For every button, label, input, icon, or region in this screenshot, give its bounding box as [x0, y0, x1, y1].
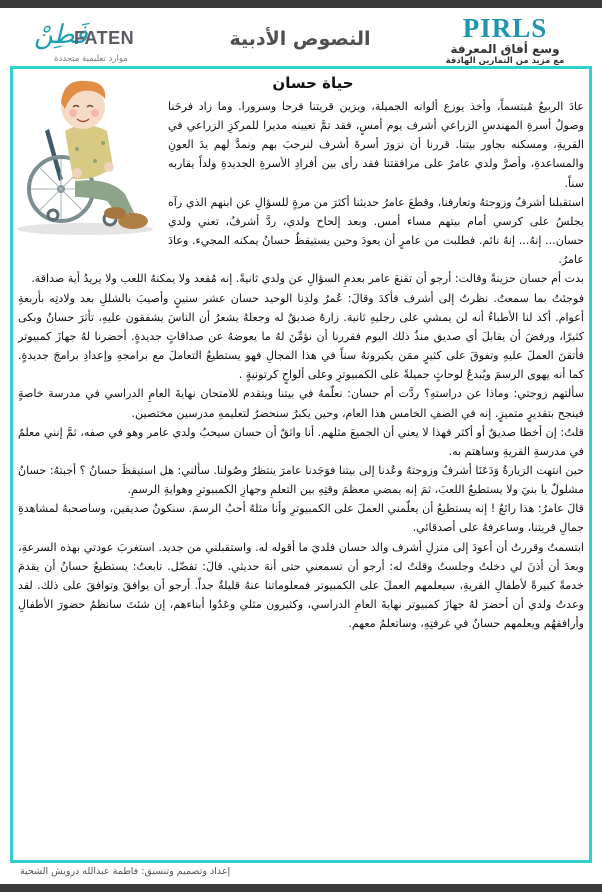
story-paragraph: قلتُ: إن أخطا صديقٌ أو أكثر فهذا لا يعني أن الجميعَ مثلهم. أنا واثقٌ أن حسان سيحبُ ولدي عامر وهو في صفه، ثمَّ إنني معلمٌ في مدرسةِ القريةِ وساهتم به.: [18, 425, 584, 458]
faten-arabic-logo-text: فَطِنْ: [34, 20, 88, 50]
story-paragraph: استقبلنا أشرفُ وزوجتهُ وتعارفنا، وقطعَ عامرُ حديثنا أكثرَ من مرةٍ للسؤالِ عن ابنهم الذي رآه يجلسُ على كرسي أمام بيتهم مساء أمس. وبعد إلحاح ولدي، ردَّ أشرفُ، تعني ولدي حسان... إنهُ... إنهُ نائم. فطلبت من عامرٍ أن يعودَ وحين يستيقظُ حسانُ يمكنه المجيء. وعادَ عامرُ.: [168, 195, 584, 267]
faten-logo: [30, 16, 160, 64]
story-paragraph: ابتسمتُ وقررتُ أن أعودَ إلى منزلِ أشرف والد حسان فلديَ ما أقوله له. واستقبلني من جديد. استغربَ عودتي بهذه السرعةِ، وبعدَ أن أذنَ لي دخلتُ وجلستُ وقلتُ له: أرجو أن تسمعني حتى أنهَ حديثي. قالَ: تفضّل. تابعتُ: يستطيعُ حسانُ أن يقدمَ خدمةً كبيرةً لأطفالِ القريةِ، سيعلمهم العملَ على الكمبيوتر فمعلوماتنا عنهُ قليلةٌ جداً. أرجو أن يوافقَ وتوافقَ على ذلك. لقد وعدتُ ولدي أن أحضرَ لهُ جهازَ كمبيوتر نهايةَ العامِ الدراسي، وكثيرون مثلي وعَدُوا أبناءهم، إن شئتَ سانظمُ حضورَ الأطفالِ وأرافقهُم ويعلمهم حسانُ في غرفتِهِ، وساتعلمُ معهم.: [18, 540, 584, 631]
page-title: النصوص الأدبية: [229, 28, 371, 50]
faten-english-logo-text: FATEN: [74, 28, 135, 48]
pirls-logo-text: PIRLS: [462, 13, 548, 43]
story-paragraph: بدت أم حسان حزينةً وقالت: أرجو أن تقنعَ عامر بعدمِ السؤالِ عن ولدي ثانيةً. إنه مُقعد ولا يمكنهُ اللعب ولا يريدُ أية صداقة.: [31, 272, 584, 286]
pirls-slogan: وسع أفاق المعرفة: [450, 42, 560, 56]
story-title: حياة حسان: [272, 74, 354, 92]
story-body: [13, 97, 589, 633]
pirls-subslogan: مع مزيد من التمارين الهادفة: [445, 56, 565, 66]
pirls-logo: [430, 14, 580, 67]
top-dark-bar: [0, 0, 602, 8]
footer-credit: إعداد وتصميم وتنسيق: فاطمة عبدالله درويش الشحية: [20, 866, 231, 877]
illustration-spacer: [18, 97, 168, 233]
story-paragraph: قالَ عامرُ: هذا رائعٌ ! إنه يستطيعُ أن يعلّمني العملَ على الكمبيوترِ وأنا مثلهُ أحبُ الرسمَ. سنكونُ صديقين، وساصحبهُ لمشاهدةِ جمالِ قريتنا، وساعرفهُ على أصدقائي.: [17, 502, 584, 535]
story-paragraph: عادَ الربيعُ مُبتسماً، وأخذ يوزع ألوانه الجميلة، ويزين قريتنا فرحا وسرورا. وما زاد فرحَنا وصولُ أسرةِ المهندسِ الزراعي أشرف يوم أمسٍ، فقد تمَّ تعيينه مديرا للمركزِ الزراعي في القريةِ، ومسكنه بجاور بيتنا. قررنا أن نزورَ أسرةَ أشرف لنرحبَ بهم ونمدَّ لهم يدَ العونِ والمساعدةِ، وأصرَّ ولدي عامرُ على مرافقتنا فقد رأى بين أفرادِ الأسرةِ الجديدةِ ولداً يقاربه سناً.: [168, 100, 584, 190]
faten-tagline: موارد تعليمية متجددة: [54, 54, 128, 64]
story-paragraph: حين انتهت الزيارةُ وَدَعَنَا أشرفُ وزوجتهُ وعُدنا إلى بيتنا فوَجَدنا عامرَ ينتظرُ وصُولنا. سألني: هل استيقظَ حسانُ ؟ أجبتهُ: حسانُ مشلولٌ يا بنيَ ولا يستطيعُ اللعبَ، ثمَ إنه يمضي معظمَ وقتِهِ بين التعلمِ وجهازِ الكمبيوترِ وهوايةِ الرسمِ.: [18, 463, 584, 497]
story-frame: [10, 66, 592, 863]
story-paragraph: فوجئتُ بما سمعتُ. نظرتُ إلى أشرف فأكدَ وقالَ: عُمرُ ولدِنا الوحيد حسان عشر سنينٍ وأصيبَ بالشللِ بعد ولادتِه بأربعةِ أعوام. أكد لنا الأطباءُ أنه لن يمشي على رجليهِ ثانية. زارهُ صديقٌ له وجعلهُ يشعرُ أن الناسَ يشفقون عليهِ، تأثرَ حسانُ وبكى كثيرًا، ورفضَ أن يقابلَ أي صديق منذُ ذلك اليوم فقررنا أن نؤمِّنَ لهُ ما يعوضهُ عن صداقاتٍ جديدةٍ. أحضرنا لهُ جهازَ كمبيوتر فأتقنَ العملَ عليهِ وتفوقَ على كثيرٍ ممَن يكبرونهُ سناً في هذا المجالِ فهو يستطيعُ التعاملَ مع برامجهِ وإعدادِ برامجَ جديدةٍ. كما أنه يهوى الرسمَ ويُبدعُ لوحاتٍ جميلةً على الكمبيوترِ وعلى ألواحٍ كرتونيةٍ .: [18, 291, 584, 382]
bottom-dark-bar: [0, 884, 602, 892]
page-header: [0, 8, 602, 66]
story-paragraph: سألتهم زوجتي: وماذا عن دراستهِ؟ ردَّت أم حسان: نعلّمهُ في بيتنا ويتقدم للامتحان نهايةَ العامِ الدراسي في مدرسة خاصةٍ فينجح بتقديرٍ متميزٍ. إنه في الصفِ الخامس هذا العام، وحين يكبرُ سنحضرُ لتعليمهِ مدرسين مختصين.: [18, 387, 584, 420]
